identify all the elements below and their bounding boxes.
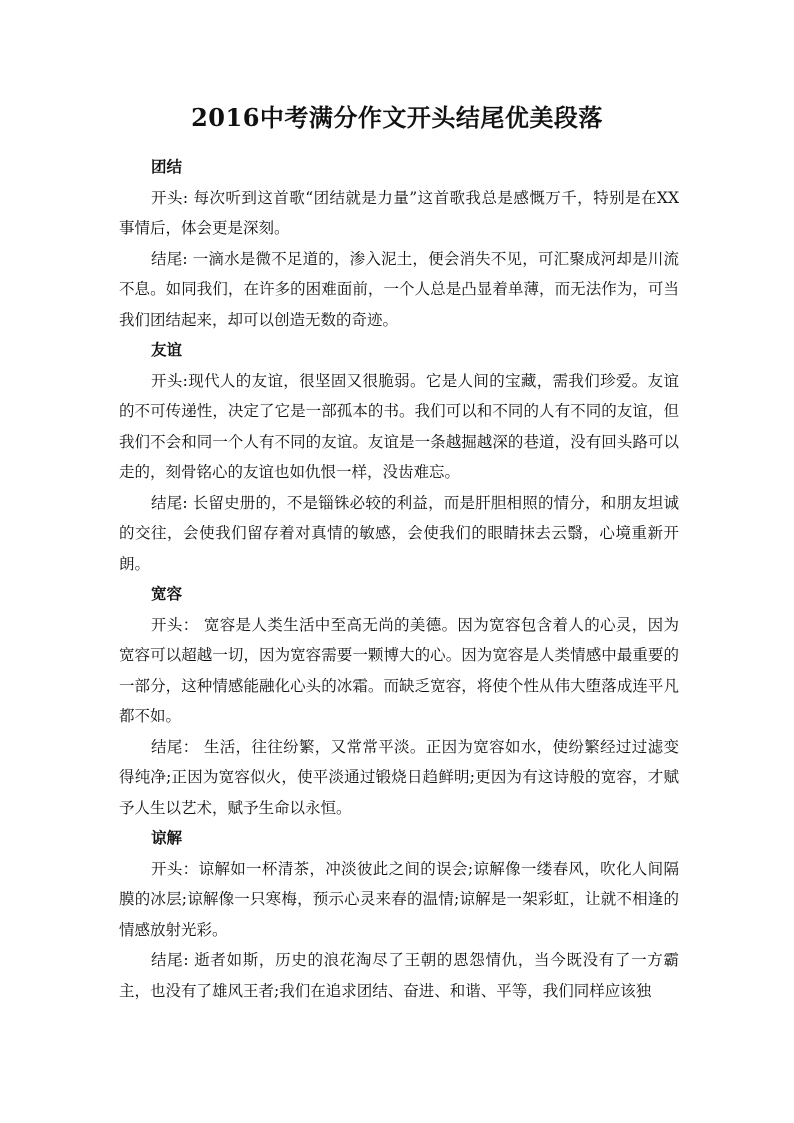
paragraph-text: 生活，往往纷繁，又常常平淡。正因为宽容如水，使纷繁经过过滤变得纯净;正因为宽容似火，使平淡通过锻烧日趋鲜明;更因为有这诗般的宽容，才赋予人生以艺术，赋予生命以永恒。: [119, 737, 679, 817]
paragraph-prefix: 开头:: [151, 188, 189, 207]
section-heading: 团结: [151, 157, 183, 176]
paragraph-text: 一滴水是微不足道的，渗入泥土，便会消失不见，可汇聚成河却是川流不息。如同我们，在许多的困难面前，一个人总是凸显着单薄，而无法作为，可当我们团结起来，却可以创造无数的奇迹。: [119, 249, 679, 329]
section-understanding: [119, 823, 679, 1006]
paragraph-prefix: 结尾:: [151, 951, 189, 969]
paragraph-prefix: 开头：: [151, 859, 199, 878]
opening-paragraph: [119, 183, 679, 244]
opening-paragraph: [119, 366, 679, 488]
document-title: 2016中考满分作文开头结尾优美段落: [191, 103, 603, 132]
section-tolerance: [119, 579, 679, 823]
closing-paragraph: [119, 732, 679, 824]
closing-paragraph: [119, 945, 679, 1006]
paragraph-prefix: 开头：: [151, 615, 199, 634]
paragraph-prefix: 开头:: [151, 371, 188, 390]
opening-paragraph: [119, 854, 679, 946]
paragraph-text: 宽容是人类生活中至高无尚的美德。因为宽容包含着人的心灵，因为宽容可以超越一切，因为宽容需要一颗博大的心。因为宽容是人类情感中最重要的一部分，这种情感能融化心头的冰霜。而缺乏宽容，将使个性从伟大堕落成连平凡都不如。: [119, 615, 679, 725]
paragraph-prefix: 结尾：: [151, 737, 199, 756]
paragraph-text: 长留史册的，不是锱铢必较的利益，而是肝胆相照的情分，和朋友坦诚的交往，会使我们留存着对真情的敏感，会使我们的眼睛抹去云翳，心境重新开朗。: [119, 493, 679, 573]
section-heading: 友谊: [151, 340, 183, 359]
paragraph-text: 逝者如斯，历史的浪花淘尽了王朝的恩怨情仇，当今既没有了一方霸主，也没有了雄风王者;我们在追求团结、奋进、和谐、平等，我们同样应该独: [119, 951, 679, 1000]
paragraph-prefix: 结尾:: [151, 493, 188, 512]
paragraph-prefix: 结尾:: [151, 249, 188, 268]
section-heading: 宽容: [151, 584, 183, 603]
closing-paragraph: [119, 244, 679, 336]
section-friendship: [119, 335, 679, 579]
paragraph-text: 现代人的友谊，很坚固又很脆弱。它是人间的宝藏，需我们珍爱。友谊的不可传递性，决定了它是一部孤本的书。我们可以和不同的人有不同的友谊，但我们不会和同一个人有不同的友谊。友谊是一条越掘越深的巷道，没有回头路可以走的，刻骨铭心的友谊也如仇恨一样，没齿难忘。: [119, 371, 679, 481]
paragraph-text: 每次听到这首歌“团结就是力量”这首歌我总是感慨万千，特别是在XX事情后，体会更是深刻。: [119, 188, 680, 237]
section-unity: [119, 152, 679, 335]
section-heading: 谅解: [151, 828, 183, 847]
document-body: [119, 152, 679, 1006]
opening-paragraph: [119, 610, 679, 732]
closing-paragraph: [119, 488, 679, 580]
paragraph-text: 谅解如一杯清茶，冲淡彼此之间的误会;谅解像一缕春风，吹化人间隔膜的冰层;谅解像一只寒梅，预示心灵来春的温情;谅解是一架彩虹，让就不相逢的情感放射光彩。: [119, 859, 679, 939]
